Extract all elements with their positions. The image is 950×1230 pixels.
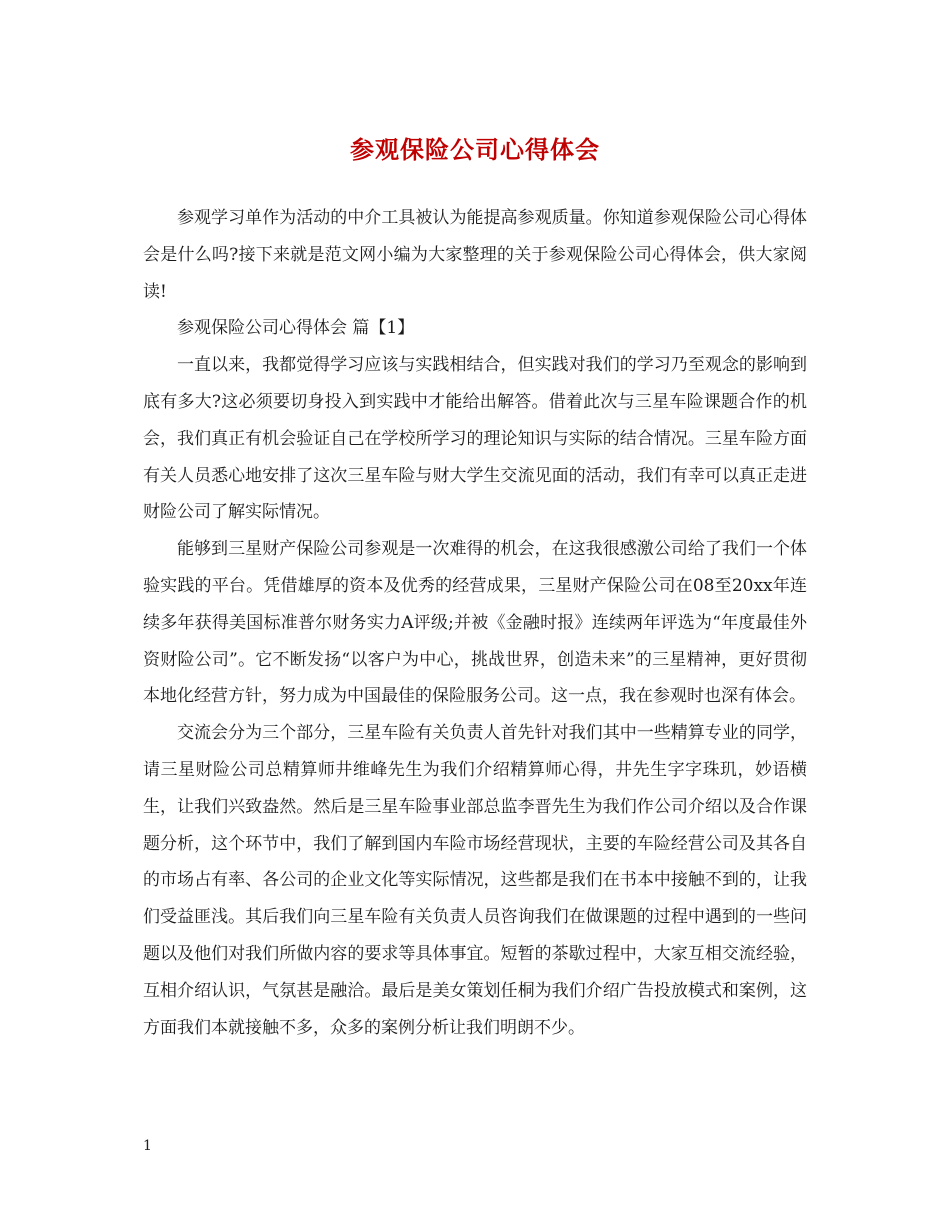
page-number: 1 <box>143 1138 152 1154</box>
document-title: 参观保险公司心得体会 <box>350 136 600 164</box>
paragraph: 能够到三星财产保险公司参观是一次难得的机会，在这我很感激公司给了我们一个体验实践的平台。凭借雄厚的资本及优秀的经营成果，三星财产保险公司在08至20xx年连续多年获得美国标准普尔财务实力A评级;并被《金融时报》连续两年评选为“年度最佳外资财险公司”。它不断发扬“以客户为中心，挑战世界，创造未来”的三星精神，更好贯彻本地化经营方针，努力成为中国最佳的保险服务公司。这一点，我在参观时也深有体会。 <box>143 539 807 707</box>
paragraph-intro: 参观学习单作为活动的中介工具被认为能提高参观质量。你知道参观保险公司心得体会是什么吗?接下来就是范文网小编为大家整理的关于参观保险公司心得体会，供大家阅读! <box>143 208 807 302</box>
paragraph: 交流会分为三个部分，三星车险有关负责人首先针对我们其中一些精算专业的同学，请三星财险公司总精算师井维峰先生为我们介绍精算师心得，井先生字字珠玑，妙语横生，让我们兴致盎然。然后是三星车险事业部总监李晋先生为我们作公司介绍以及合作课题分析，这个环节中，我们了解到国内车险市场经营现状，主要的车险经营公司及其各自的市场占有率、各公司的企业文化等实际情况，这些都是我们在书本中接触不到的，让我们受益匪浅。其后我们向三星车险有关负责人员咨询我们在做课题的过程中遇到的一些问题以及他们对我们所做内容的要求等具体事宜。短暂的茶歇过程中，大家互相交流经验，互相介绍认识，气氛甚是融洽。最后是美女策划任桐为我们介绍广告投放模式和案例，这方面我们本就接触不多，众多的案例分析让我们明朗不少。 <box>143 723 807 1038</box>
document-body <box>143 200 807 1046</box>
paragraph: 一直以来，我都觉得学习应该与实践相结合，但实践对我们的学习乃至观念的影响到底有多大?这必须要切身投入到实践中才能给出解答。借着此次与三星车险课题合作的机会，我们真正有机会验证自己在学校所学习的理论知识与实际的结合情况。三星车险方面有关人员悉心地安排了这次三星车险与财大学生交流见面的活动，我们有幸可以真正走进财险公司了解实际情况。 <box>143 355 807 523</box>
section-heading: 参观保险公司心得体会 篇【1】 <box>177 318 415 339</box>
